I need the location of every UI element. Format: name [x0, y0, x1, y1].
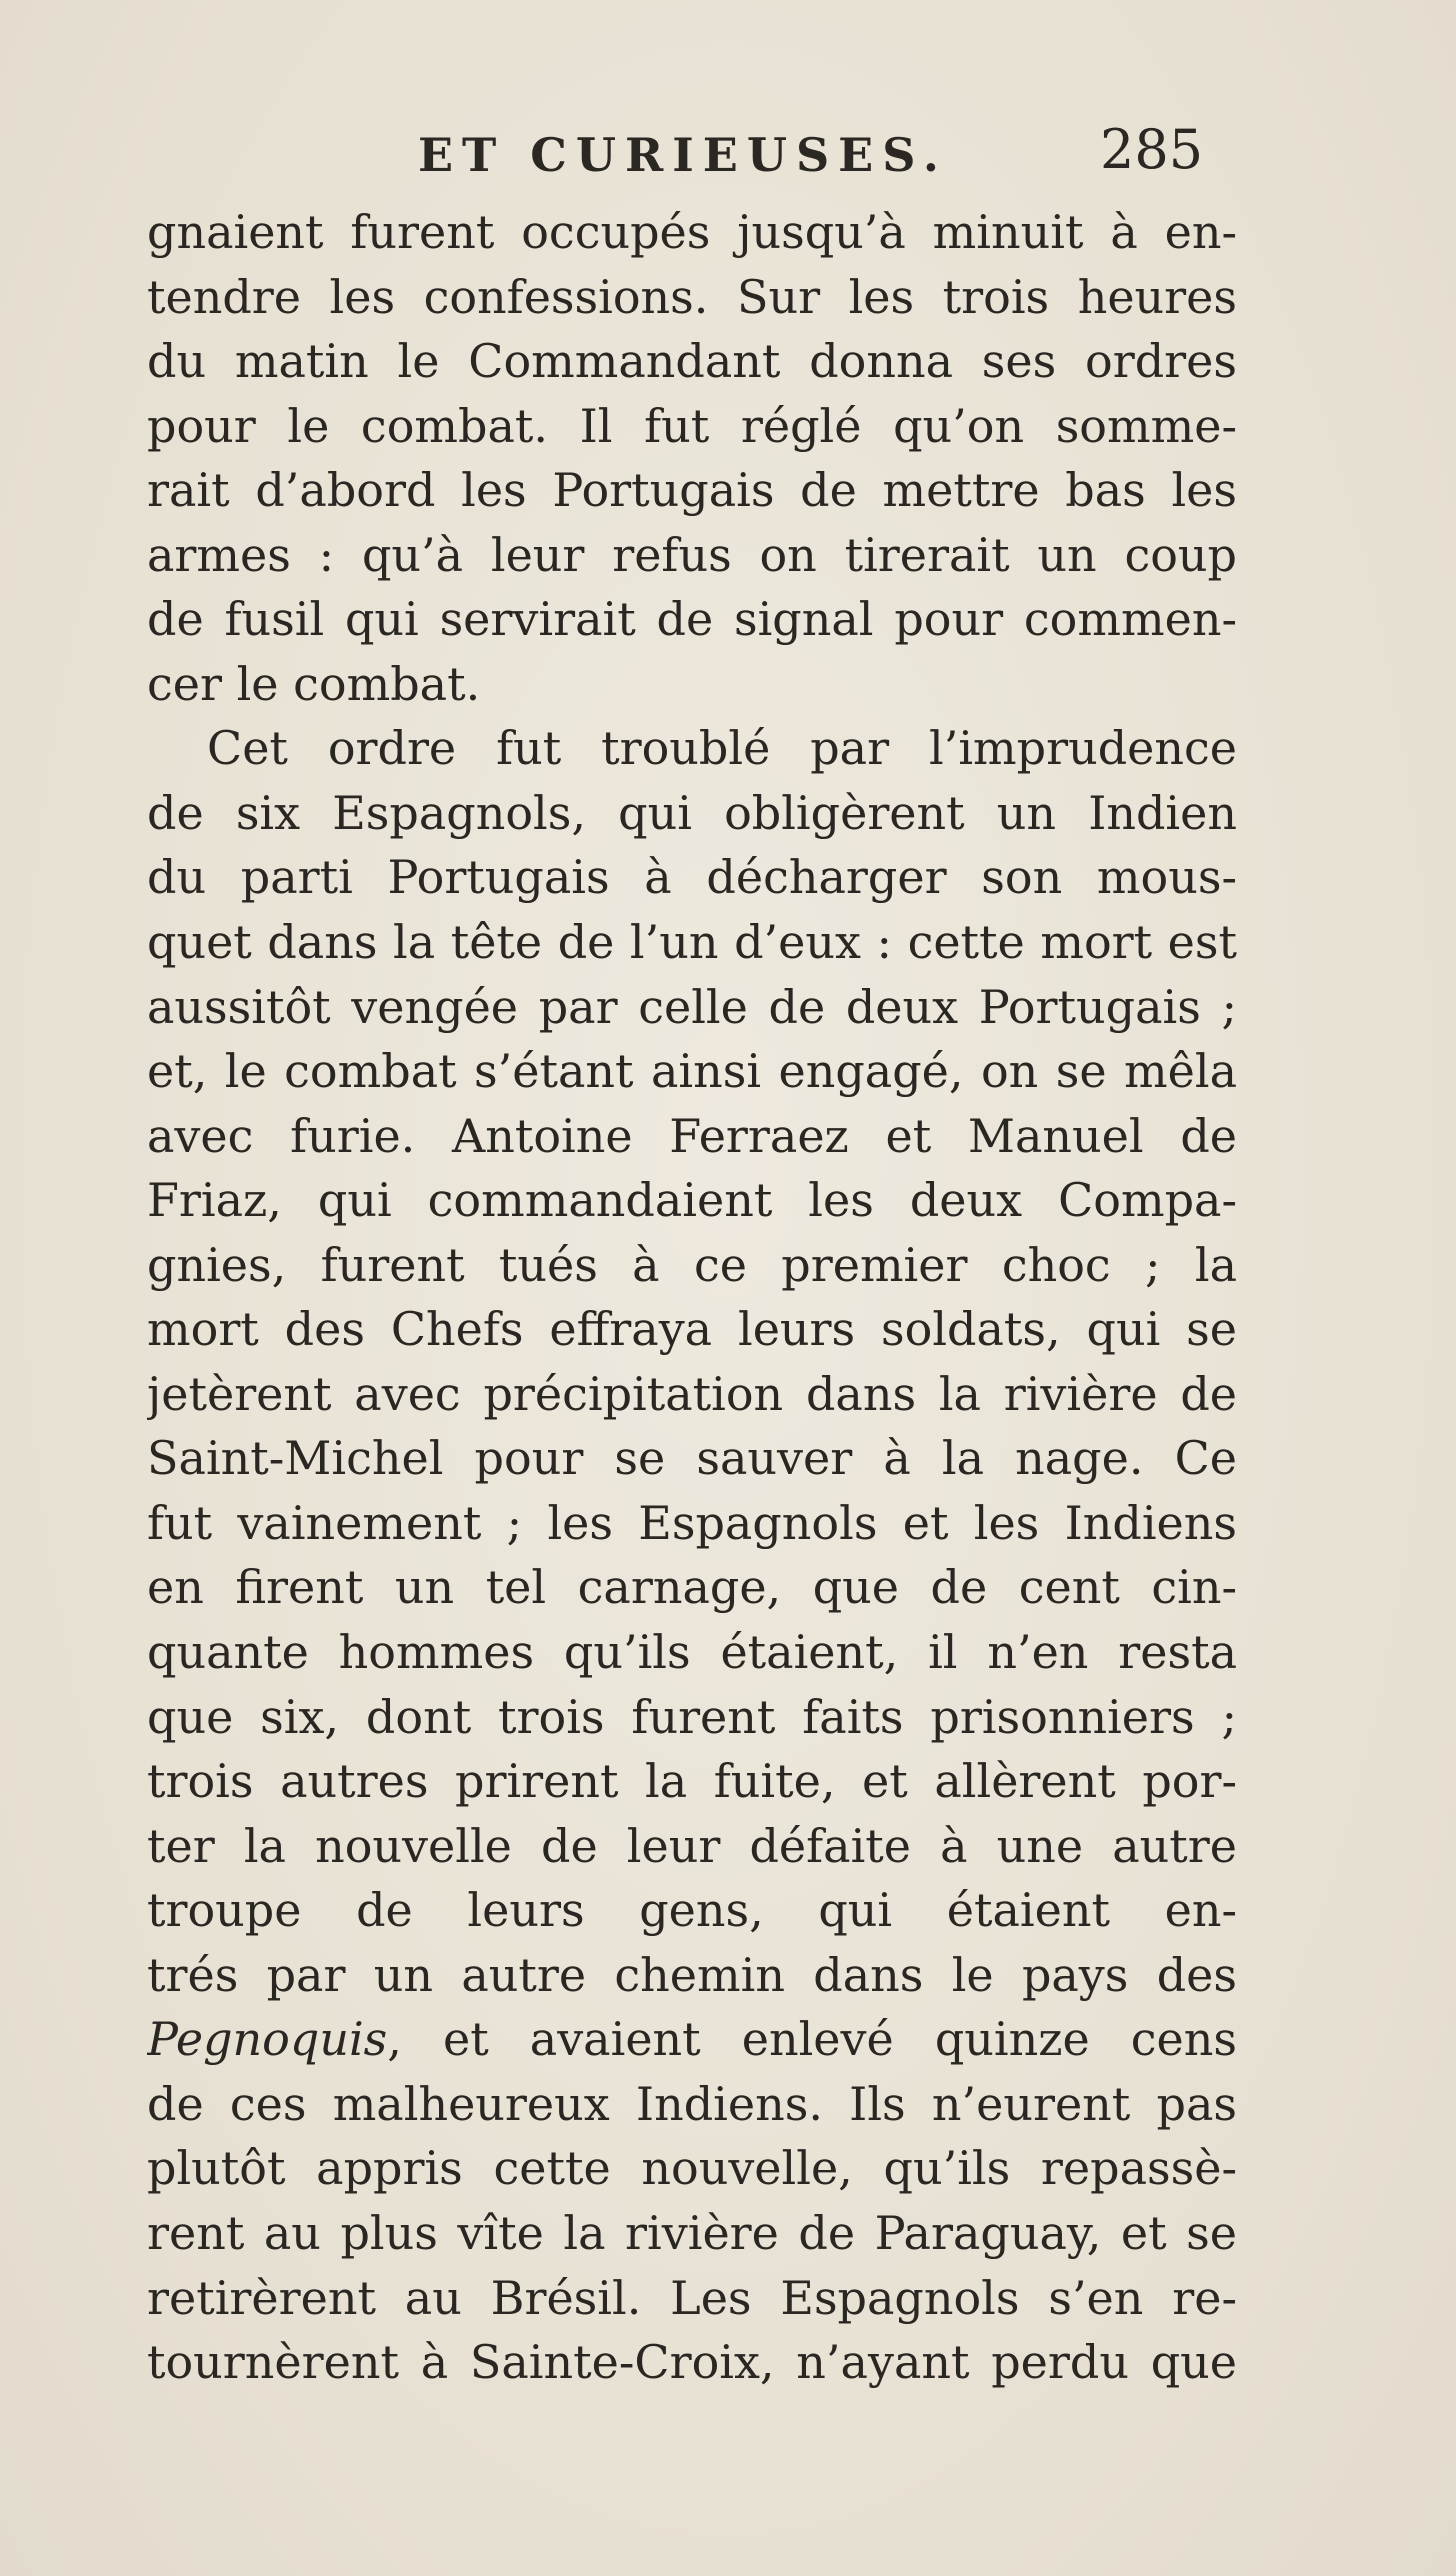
text-line: Cet ordre fut troublé par l’imprudence — [207, 721, 1237, 776]
text-line: fut vainement ; les Espagnols et les Indiens — [147, 1495, 1237, 1550]
text-line: Friaz, qui commandaient les deux Compa- — [147, 1173, 1237, 1228]
text-line: quante hommes qu’ils étaient, il n’en resta — [147, 1625, 1237, 1680]
text-line: gnaient furent occupés jusqu’à minuit à en- — [147, 205, 1237, 259]
body-text — [147, 200, 1237, 2395]
text-line: troupe de leurs gens, qui étaient en- — [147, 1883, 1237, 1938]
text-line: cer le combat. — [147, 656, 481, 711]
text-line: en firent un tel carnage, que de cent cin- — [147, 1560, 1237, 1615]
text-line: du matin le Commandant donna ses ordres — [147, 334, 1237, 389]
italic-place-name: Pegnoquis — [147, 2012, 388, 2067]
running-head: ET CURIEUSES. — [418, 128, 948, 182]
text-line: tendre les confessions. Sur les trois heures — [147, 269, 1237, 324]
text-line: que six, dont trois furent faits prisonniers ; — [147, 1689, 1237, 1744]
text-line: ter la nouvelle de leur défaite à une autre — [147, 1818, 1237, 1873]
text-line: avec furie. Antoine Ferraez et Manuel de — [147, 1108, 1237, 1163]
text-line: armes : qu’à leur refus on tirerait un coup — [147, 527, 1237, 582]
text-line: de six Espagnols, qui obligèrent un Indien — [147, 785, 1237, 840]
text-line: mort des Chefs effraya leurs soldats, qui se — [147, 1302, 1237, 1357]
text-line: jetèrent avec précipitation dans la rivière de — [147, 1366, 1237, 1421]
text-line: Pegnoquis, et avaient enlevé quinze cens — [147, 2012, 1237, 2067]
text-line: retirèrent au Brésil. Les Espagnols s’en re- — [147, 2270, 1237, 2325]
text-line: du parti Portugais à décharger son mous- — [147, 850, 1237, 905]
text-line: gnies, furent tués à ce premier choc ; la — [147, 1237, 1237, 1292]
text-line: et, le combat s’étant ainsi engagé, on se mêla — [147, 1044, 1237, 1099]
text-line: de ces malheureux Indiens. Ils n’eurent pas — [147, 2076, 1237, 2131]
page-number: 285 — [1100, 118, 1204, 181]
text-line: trés par un autre chemin dans le pays des — [147, 1947, 1237, 2002]
text-line: de fusil qui servirait de signal pour commen- — [147, 592, 1237, 647]
text-line: pour le combat. Il fut réglé qu’on somme- — [147, 398, 1237, 453]
page-header — [0, 118, 1456, 198]
text-line: quet dans la tête de l’un d’eux : cette mort est — [147, 915, 1237, 970]
text-line: rait d’abord les Portugais de mettre bas les — [147, 463, 1237, 518]
text-line: trois autres prirent la fuite, et allèrent por- — [147, 1754, 1237, 1809]
text-line: rent au plus vîte la rivière de Paraguay, et se — [147, 2205, 1237, 2260]
text-line: tournèrent à Sainte-Croix, n’ayant perdu que — [147, 2335, 1237, 2390]
text-line: aussitôt vengée par celle de deux Portugais ; — [147, 979, 1237, 1034]
text-line: plutôt appris cette nouvelle, qu’ils repassè- — [147, 2141, 1237, 2196]
text-line: Saint-Michel pour se sauver à la nage. Ce — [147, 1431, 1237, 1486]
